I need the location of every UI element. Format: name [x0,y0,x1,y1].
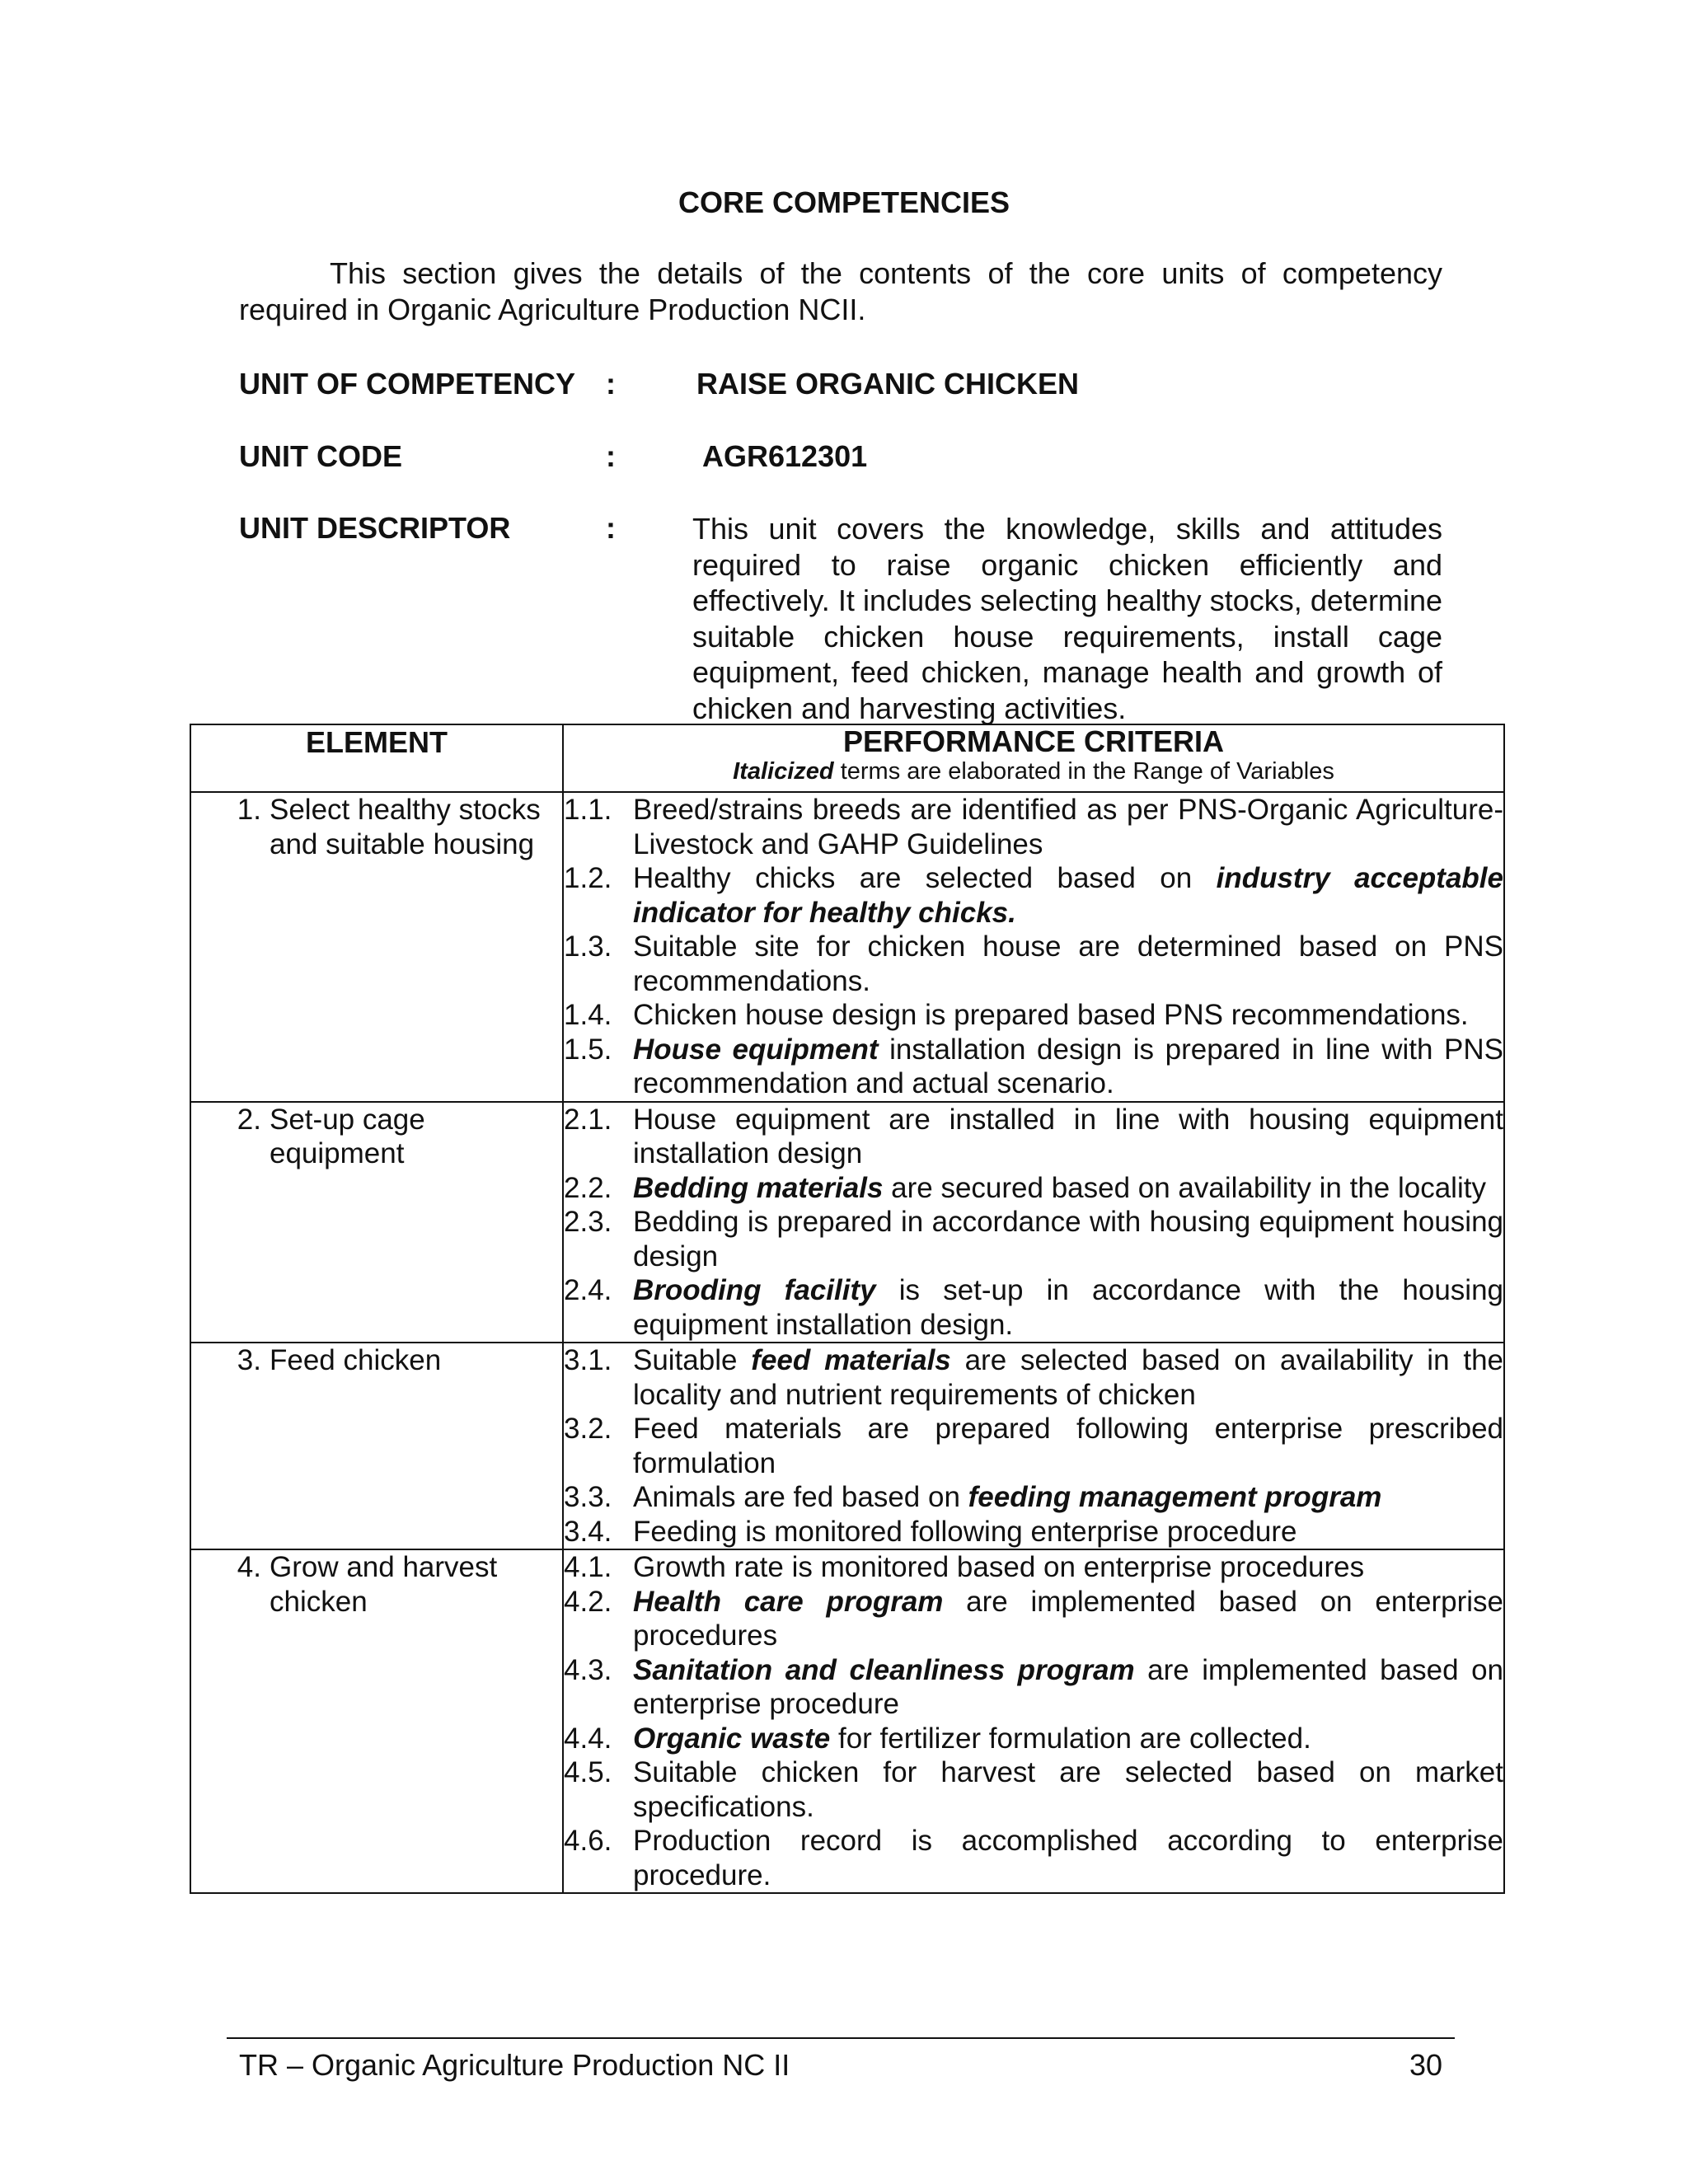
criterion-number: 1.2. [564,862,612,894]
criterion-text-part: House equipment are installed in line with housing equipment installation design [633,1103,1503,1169]
criterion-text [633,1653,1503,1722]
element-title: Set-up cage equipment [270,1103,425,1169]
unit-code-colon: : [606,439,616,473]
criterion-text-part: Suitable site for chicken house are determined based on PNS recommendations. [633,930,1503,997]
criterion-number: 1.1. [564,794,612,826]
unit-descriptor-text: This unit covers the knowledge, skills and attitudes required to raise organic chicken efficiently and effectively. It includes selecting healthy stocks, determine suitable chicken house requirements, install cage equipment, feed chicken, manage health and growth of chicken and harvesting activities. [692,512,1442,725]
criterion-number: 4.2. [564,1585,612,1618]
criteria-cell [563,1549,1504,1893]
criterion-text [633,1171,1503,1206]
criterion-item [564,1722,1503,1756]
table-body [190,792,1504,1893]
range-variable-term: feeding management program [968,1481,1382,1513]
criterion-text-part: Suitable chicken for harvest are selected based on market specifications. [633,1756,1503,1823]
criterion-item [564,1515,1503,1549]
unit-competency-label: UNIT OF COMPETENCY [239,367,576,401]
unit-competency-colon: : [606,367,616,401]
criterion-item [564,1103,1503,1171]
criterion-item [564,1653,1503,1722]
criterion-text [633,1103,1503,1171]
criterion-number: 3.2. [564,1413,612,1445]
criterion-item [564,1755,1503,1824]
criterion-item [564,1343,1503,1412]
criterion-text [633,793,1503,861]
criteria-header-note [564,758,1503,785]
table-row [190,1343,1504,1549]
criterion-text-part: are secured based on availability in the locality [883,1171,1486,1204]
criterion-number: 2.2. [564,1171,612,1204]
element-title: Grow and harvest chicken [270,1551,498,1618]
criterion-text [633,1033,1503,1101]
criteria-column-header [563,724,1504,792]
element-number: 4. [237,1551,261,1583]
criterion-item [564,930,1503,998]
criterion-item [564,1412,1503,1480]
table-row [190,1549,1504,1893]
criterion-text [633,1343,1503,1412]
criterion-text-part: Animals are fed based on [633,1481,968,1513]
element-column-header: ELEMENT [190,724,563,792]
criterion-text-part: Healthy chicks are selected based on [633,862,1217,894]
criterion-text-part: Bedding is prepared in accordance with housing equipment housing design [633,1206,1503,1272]
criterion-text [633,1722,1503,1756]
element-cell [190,1343,563,1549]
criterion-text-part: installation design is prepared in line with PNS recommendation and actual scenario. [633,1033,1503,1099]
competency-table [190,724,1505,1894]
range-variable-term: Organic waste [633,1722,831,1755]
criterion-item [564,1480,1503,1515]
criterion-number: 4.6. [564,1825,612,1857]
range-variable-term: Sanitation and cleanliness program [633,1653,1135,1686]
range-variable-term: Bedding materials [633,1171,884,1204]
criterion-text [633,1824,1503,1892]
criterion-number: 4.4. [564,1722,612,1755]
criterion-item [564,1171,1503,1206]
criterion-text [633,1480,1503,1515]
table-header-row [190,724,1504,792]
criterion-item [564,1585,1503,1653]
criterion-text-part: are implemented based on enterprise procedures [633,1585,1503,1652]
intro-paragraph: This section gives the details of the contents of the core units of competency required in Organic Agriculture Production NCII. [239,256,1442,326]
criterion-text [633,930,1503,998]
criteria-note-italic: Italicized [733,758,834,785]
criterion-number: 2.1. [564,1103,612,1136]
criterion-text-part: Feed materials are prepared following enterprise prescribed formulation [633,1413,1503,1479]
criteria-cell [563,1102,1504,1343]
criterion-item [564,1550,1503,1585]
element-number: 1. [237,794,261,826]
criterion-item [564,998,1503,1033]
criterion-number: 4.3. [564,1653,612,1686]
criterion-text-part: for fertilizer formulation are collected. [830,1722,1311,1755]
element-item [191,793,562,861]
criterion-number: 4.5. [564,1756,612,1788]
element-number: 3. [237,1344,261,1376]
criterion-text-part: Suitable [633,1344,752,1376]
criterion-text [633,1550,1503,1585]
criterion-item [564,1273,1503,1342]
criterion-number: 1.4. [564,999,612,1031]
footer-divider [227,2037,1455,2039]
criterion-number: 3.3. [564,1481,612,1513]
element-cell [190,1102,563,1343]
element-item [191,1103,562,1171]
criterion-item [564,861,1503,930]
criteria-cell [563,1343,1504,1549]
criterion-number: 1.3. [564,930,612,963]
unit-code-label: UNIT CODE [239,439,402,473]
criterion-text [633,1515,1503,1549]
element-item [191,1343,562,1378]
criterion-text [633,1755,1503,1824]
criterion-text [633,1585,1503,1653]
criterion-text-part: Production record is accomplished according to enterprise procedure. [633,1825,1503,1891]
element-number: 2. [237,1103,261,1136]
range-variable-term: Health care program [633,1585,944,1618]
criterion-number: 2.3. [564,1206,612,1238]
unit-descriptor-label: UNIT DESCRIPTOR [239,511,511,545]
page-number: 30 [1409,2048,1442,2082]
unit-code-value: AGR612301 [702,439,868,473]
criteria-cell [563,792,1504,1102]
page-title: CORE COMPETENCIES [678,185,1010,219]
range-variable-term: Brooding facility [633,1274,876,1306]
element-cell [190,792,563,1102]
criterion-number: 1.5. [564,1033,612,1066]
criterion-text [633,1412,1503,1480]
criterion-item [564,793,1503,861]
range-variable-term: House equipment [633,1033,879,1066]
table-row [190,1102,1504,1343]
unit-descriptor-colon: : [606,511,616,545]
criterion-text [633,1273,1503,1342]
criterion-item [564,1205,1503,1273]
criterion-number: 4.1. [564,1551,612,1583]
criterion-text-part: is set-up in accordance with the housing equipment installation design. [633,1274,1504,1341]
criterion-text-part: are selected based on availability in the locality and nutrient requirements of chicken [633,1344,1503,1411]
criterion-number: 3.4. [564,1515,612,1548]
footer-title: TR – Organic Agriculture Production NC II [239,2048,790,2082]
criteria-header-title: PERFORMANCE CRITERIA [842,724,1224,758]
criterion-number: 3.1. [564,1344,612,1376]
element-title: Select healthy stocks and suitable housing [270,794,541,860]
criterion-text-part: are implemented based on enterprise procedure [633,1653,1503,1720]
criterion-item [564,1824,1503,1892]
element-item [191,1550,562,1619]
element-title: Feed chicken [270,1344,442,1376]
criteria-note-rest: terms are elaborated in the Range of Variables [833,758,1334,785]
table-row [190,792,1504,1102]
criterion-text [633,861,1503,930]
criterion-text [633,998,1503,1033]
unit-competency-value: RAISE ORGANIC CHICKEN [696,367,1080,401]
criterion-text-part: Breed/strains breeds are identified as per PNS-Organic Agriculture-Livestock and GAHP Guidelines [633,794,1503,860]
criterion-text-part: Feeding is monitored following enterprise procedure [633,1515,1297,1548]
element-cell [190,1549,563,1893]
criterion-text-part: Chicken house design is prepared based PNS recommendations. [633,999,1469,1031]
criterion-item [564,1033,1503,1101]
criterion-text [633,1205,1503,1273]
range-variable-term: feed materials [751,1344,951,1376]
criterion-text-part: Growth rate is monitored based on enterprise procedures [633,1551,1365,1583]
criterion-number: 2.4. [564,1274,612,1306]
range-variable-term: industry acceptable indicator for healthy chicks. [633,862,1503,929]
